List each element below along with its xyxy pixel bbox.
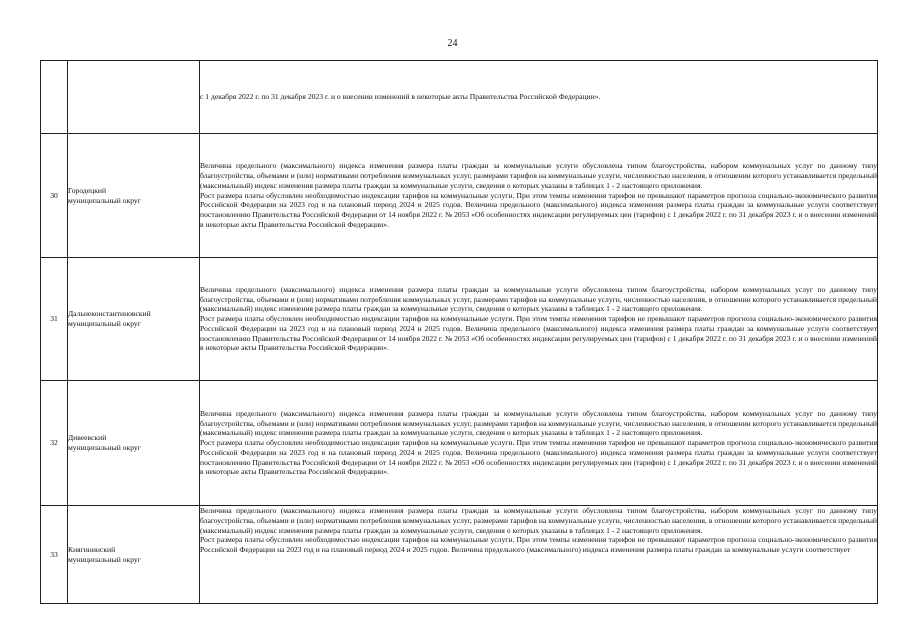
row-number-cell: 33: [41, 506, 68, 604]
municipality-name: Дивеевский: [68, 433, 107, 443]
justification-text: с 1 декабря 2022 г. по 31 декабря 2023 г. и о внесении изменений в некоторые акты Правительства Российской Федерации».: [200, 92, 601, 102]
row-number-cell: 32: [41, 381, 68, 506]
municipality-name-cell: [68, 61, 200, 134]
justification-paragraph-2: Рост размера платы обусловлен необходимостью индексации тарифов на коммунальные услуги. При этом темпы изменения тарифов не превышают параметров прогноза социально-экономического развития Российской Федерации на 2023 год и на плановый период 2024 и 2025 годов. Величина предельного (максимального) индекса изменения размера платы граждан за коммунальные услуги соответствует постановлению Правительства Российской Федерации от 14 ноября 2022 г. № 2053 «Об особенностях индексации регулируемых цен (тарифов) с 1 декабря 2022 г. по 31 декабря 2023 г. и о внесении изменений в некоторые акты Правительства Российской Федерации».: [200, 438, 877, 477]
page-number: 24: [447, 38, 458, 49]
municipality-type: муниципальный округ: [68, 443, 141, 452]
justification-paragraph-2: Рост размера платы обусловлен необходимостью индексации тарифов на коммунальные услуги. При этом темпы изменения тарифов не превышают параметров прогноза социально-экономического развития Российской Федерации на 2023 год и на плановый период 2024 и 2025 годов. Величина предельного (максимального) индекса изменения размера платы граждан за коммунальные услуги соответствует: [200, 535, 877, 554]
municipality-name-cell: [68, 506, 200, 604]
municipality-type: муниципальный округ: [68, 319, 141, 328]
justification-paragraph-1: Величина предельного (максимального) индекса изменения размера платы граждан за коммунальные услуги обусловлена типом благоустройства, набором коммунальных услуг по данному типу благоустройства, объемами и (или) нормативами потребления коммунальных услуг, размерами тарифов на коммунальные услуги, численностью населения, в отношении которого устанавливается предельный (максимальный) индекс изменения размера платы граждан за коммунальные услуги, сведения о которых указаны в таблицах 1 - 2 настоящего приложения.: [200, 161, 877, 190]
municipality-name: Дальнеконстантиновский: [68, 309, 151, 319]
row-number-cell: [41, 61, 68, 134]
justification-paragraph-1: Величина предельного (максимального) индекса изменения размера платы граждан за коммунальные услуги обусловлена типом благоустройства, набором коммунальных услуг по данному типу благоустройства, объемами и (или) нормативами потребления коммунальных услуг, размерами тарифов на коммунальные услуги, численностью населения, в отношении которого устанавливается предельный (максимальный) индекс изменения размера платы граждан за коммунальные услуги, сведения о которых указаны в таблицах 1 - 2 настоящего приложения.: [200, 506, 877, 535]
table-row: [41, 61, 878, 134]
row-number-cell: 30: [41, 134, 68, 258]
justification-cell: [200, 381, 878, 506]
table-row: [41, 506, 878, 604]
row-number-cell: 31: [41, 258, 68, 381]
municipal-index-table: [40, 60, 878, 604]
municipality-type: муниципальный округ: [68, 195, 141, 205]
municipality-type: муниципальный округ: [68, 554, 141, 564]
municipality-name-cell: [68, 134, 200, 258]
municipality-name-cell: [68, 258, 200, 381]
justification-paragraph-1: Величина предельного (максимального) индекса изменения размера платы граждан за коммунальные услуги обусловлена типом благоустройства, набором коммунальных услуг по данному типу благоустройства, объемами и (или) нормативами потребления коммунальных услуг, размерами тарифов на коммунальные услуги, численностью населения, в отношении которого устанавливается предельный (максимальный) индекс изменения размера платы граждан за коммунальные услуги, сведения о которых указаны в таблицах 1 - 2 настоящего приложения.: [200, 284, 877, 314]
table-row: [41, 134, 878, 258]
justification-cell: [200, 61, 878, 134]
municipality-name: Городецкий: [68, 185, 107, 195]
table-row: [41, 381, 878, 506]
municipality-name-cell: [68, 381, 200, 506]
justification-paragraph-2: Рост размера платы обусловлен необходимостью индексации тарифов на коммунальные услуги. При этом темпы изменения тарифов не превышают параметров прогноза социально-экономического развития Российской Федерации на 2023 год и на плановый период 2024 и 2025 годов. Величина предельного (максимального) индекса изменения размера платы граждан за коммунальные услуги соответствует постановлению Правительства Российской Федерации от 14 ноября 2022 г. № 2053 «Об особенностях индексации регулируемых цен (тарифов) с 1 декабря 2022 г. по 31 декабря 2023 г. и о внесении изменений в некоторые акты Правительства Российской Федерации».: [200, 314, 877, 353]
justification-cell: [200, 506, 878, 604]
justification-paragraph-2: Рост размера платы обусловлен необходимостью индексации тарифов на коммунальные услуги. При этом темпы изменения тарифов не превышают параметров прогноза социально-экономического развития Российской Федерации на 2023 год и на плановый период 2024 и 2025 годов. Величина предельного (максимального) индекса изменения размера платы граждан за коммунальные услуги соответствует постановлению Правительства Российской Федерации от 14 ноября 2022 г. № 2053 «Об особенностях индексации регулируемых цен (тарифов) с 1 декабря 2022 г. по 31 декабря 2023 г. и о внесении изменений в некоторые акты Правительства Российской Федерации».: [200, 190, 877, 229]
table-row: [41, 258, 878, 381]
justification-cell: [200, 258, 878, 381]
justification-paragraph-1: Величина предельного (максимального) индекса изменения размера платы граждан за коммунальные услуги обусловлена типом благоустройства, набором коммунальных услуг по данному типу благоустройства, объемами и (или) нормативами потребления коммунальных услуг, размерами тарифов на коммунальные услуги, численностью населения, в отношении которого устанавливается предельный (максимальный) индекс изменения размера платы граждан за коммунальные услуги, сведения о которых указаны в таблицах 1 - 2 настоящего приложения.: [200, 408, 877, 438]
municipality-name: Княгининский: [68, 544, 116, 554]
justification-cell: [200, 134, 878, 258]
